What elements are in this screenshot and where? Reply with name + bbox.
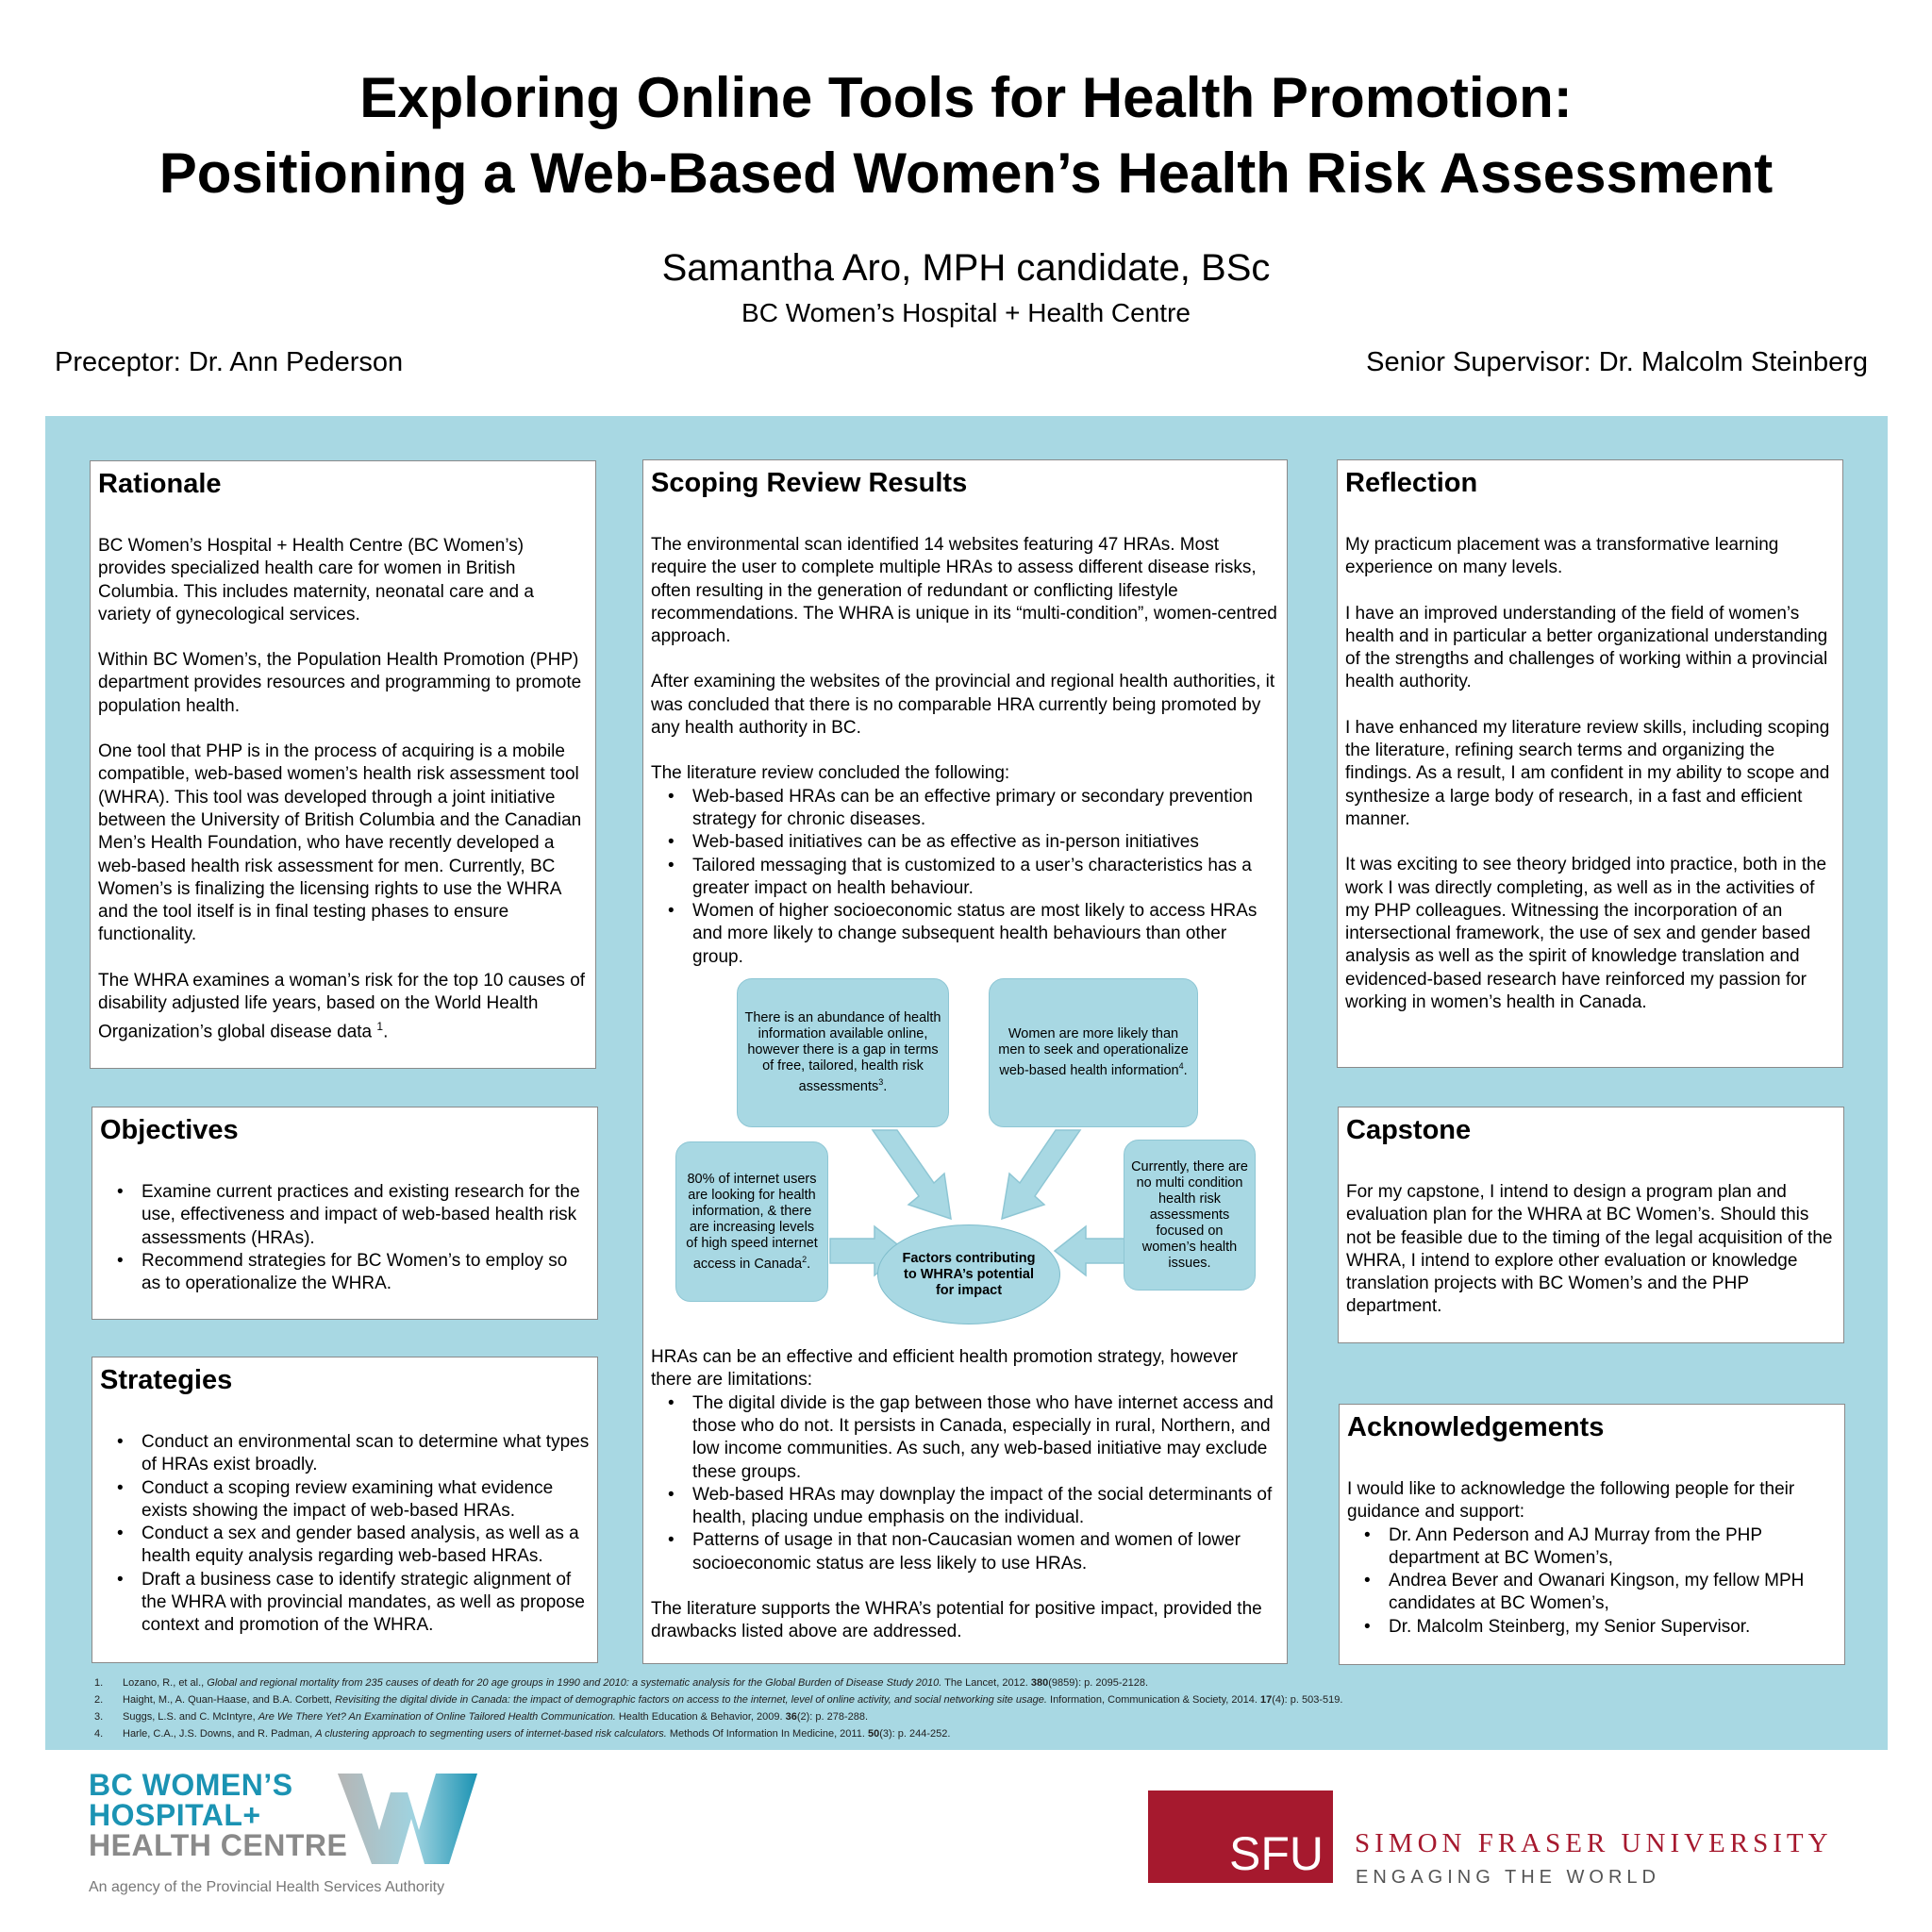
bcw-w-logo-icon [338, 1772, 477, 1866]
bcw-logo-line3: HEALTH CENTRE [89, 1828, 348, 1862]
capstone-section [1338, 1107, 1844, 1343]
reference-item: 1. Lozano, R., et al., Global and regional mortality from 235 causes of death for 20 age groups in 1990 and 2010: a systematic analysis for the Global Burden of Disease Study 2010. The Lancet, 2012. 380(9859): p. 2095-2128. [94, 1677, 1149, 1689]
acknowledgements-list [1347, 1524, 1837, 1639]
capstone-heading: Capstone [1346, 1115, 1472, 1145]
diagram-node-online-gap: There is an abundance of health information available online, however there is a gap in terms of free, tailored, health risk assessments$^3$. [737, 978, 949, 1127]
reference-marker: 1 [376, 1020, 384, 1034]
acknowledgements-section [1339, 1404, 1845, 1665]
list-item: • Conduct a sex and gender based analysis, as well as a health equity analysis regarding web-based HRAs. [142, 1523, 590, 1569]
scoping-paragraph: The literature review concluded the following: [651, 763, 1010, 784]
sfu-tagline: ENGAGING THE WORLD [1356, 1867, 1660, 1888]
reflection-paragraph: I have enhanced my literature review skills, including scoping the literature, refining search terms and organizing the findings. As a result, I am confident in my ability to scope and synthesize a large body of research, in a fast and efficient manner. [1345, 717, 1830, 829]
rationale-paragraph: Within BC Women’s, the Population Health Promotion (PHP) department provides resources and programming to promote population health. [98, 650, 582, 716]
scoping-paragraph: The environmental scan identified 14 websites featuring 47 HRAs. Most require the user to complete multiple HRAs to assess different disease risks, often resulting in the generation of redundant or conflicting lifestyle recommendations. The WHRA is unique in its “multi-condition”, women-centred approach. [651, 535, 1277, 647]
reflection-paragraph: It was exciting to see theory bridged into practice, both in the work I was directly completing, as well as in the activities of my PHP colleagues. Witnessing the incorporation of an intersectional framework, the use of sex and gender based analysis as well as the spirit of knowledge translation and evidenced-based research have reinforced my passion for working in women’s health in Canada. [1345, 855, 1827, 1013]
list-item: • Dr. Ann Pederson and AJ Murray from the PHP department at BC Women’s, [1389, 1524, 1837, 1571]
reference-item: 4. Harle, C.A., J.S. Downs, and R. Padman, A clustering approach to segmenting users of internet-based risk calculators. Methods Of Information In Medicine, 2011. 50(3): p. 244-252. [94, 1728, 951, 1740]
capstone-paragraph: For my capstone, I intend to design a program plan and evaluation plan for the WHRA at BC Women’s. Should this not be feasible due to the timing of the legal acquisition of the WHRA, I intend to explore other evaluation or knowledge translation projects with BC Women’s and the PHP department. [1346, 1182, 1833, 1317]
list-item: • Women of higher socioeconomic status are most likely to access HRAs and more likely to change subsequent health behaviours than other group. [692, 900, 1279, 969]
acknowledgements-paragraph: I would like to acknowledge the following people for their guidance and support: [1347, 1479, 1795, 1523]
rationale-section [90, 460, 596, 1069]
list-item: • Conduct an environmental scan to determine what types of HRAs exist broadly. [142, 1431, 590, 1477]
bcw-tagline: An agency of the Provincial Health Services Authority [89, 1879, 445, 1895]
scoping-paragraph: After examining the websites of the provincial and regional health authorities, it was concluded that there is no comparable HRA currently being promoted by any health authority in BC. [651, 672, 1275, 739]
rationale-paragraph-last: The WHRA examines a woman’s risk for the top 10 causes of disability adjusted life years, based on the World Health Organization’s global disease data $^1$. [98, 970, 586, 1042]
strategies-list [100, 1431, 590, 1638]
supervisor-label: Senior Supervisor: Dr. Malcolm Steinberg [1366, 347, 1868, 377]
scoping-paragraph: HRAs can be an effective and efficient health promotion strategy, however there are limitations: [651, 1347, 1239, 1391]
list-item: • Web-based HRAs can be an effective primary or secondary prevention strategy for chronic diseases. [692, 786, 1279, 832]
author-name: Samantha Aro, MPH candidate, BSc [661, 247, 1271, 289]
poster-title-line2: Positioning a Web-Based Women’s Health Risk Assessment [158, 142, 1774, 205]
list-item: • Conduct a scoping review examining what evidence exists showing the impact of web-based HRAs. [142, 1477, 590, 1524]
rationale-paragraph: BC Women’s Hospital + Health Centre (BC Women’s) provides specialized health care for women in British Columbia. This includes maternity, neonatal care and a variety of gynecological services. [98, 536, 534, 625]
list-item: • Draft a business case to identify strategic alignment of the WHRA with provincial mandates, as well as propose context and promotion of the WHRA. [142, 1569, 590, 1638]
arrow-icon [1055, 1226, 1125, 1275]
reference-item: 3. Suggs, L.S. and C. McIntyre, Are We There Yet? An Examination of Online Tailored Health Communication. Health Education & Behavior, 2009. 36(2): p. 278-288. [94, 1711, 869, 1723]
objectives-heading: Objectives [100, 1115, 239, 1145]
list-item: • Dr. Malcolm Steinberg, my Senior Supervisor. [1389, 1616, 1837, 1639]
scoping-conclusion: The literature supports the WHRA’s potential for positive impact, provided the drawbacks listed above are addressed. [651, 1599, 1262, 1642]
list-item: • The digital divide is the gap between those who have internet access and those who do not. It persists in Canada, especially in rural, Northern, and low income communities. As such, any web-based initiative may exclude these groups. [692, 1392, 1279, 1484]
author-affiliation: BC Women’s Hospital + Health Centre [741, 298, 1191, 327]
reflection-paragraph: My practicum placement was a transformative learning experience on many levels. [1345, 535, 1779, 578]
strategies-heading: Strategies [100, 1365, 233, 1395]
preceptor-label: Preceptor: Dr. Ann Pederson [55, 347, 404, 377]
reference-item: 2. Haight, M., A. Quan-Haase, and B.A. Corbett, Revisiting the digital divide in Canada: the impact of demographic factors on access to the internet, level of online activity, and social networking site usage. Information, Communication & Society, 2014. 17(4): p. 503-519. [94, 1694, 1343, 1706]
sfu-logo-block [1148, 1790, 1333, 1883]
references-list [94, 1674, 1342, 1742]
list-item: • Andrea Bever and Owanari Kingson, my fellow MPH candidates at BC Women’s, [1389, 1570, 1837, 1616]
strategies-section [92, 1357, 598, 1663]
rationale-paragraph: One tool that PHP is in the process of acquiring is a mobile compatible, web-based women’s health risk assessment tool (WHRA). This tool was developed through a joint initiative between the University of British Columbia and the Canadian Men’s Health Foundation, who have recently developed a web-based health risk assessment for men. Currently, BC Women’s is finalizing the licensing rights to use the WHRA and the tool itself is in final testing phases to ensure functionality. [98, 741, 582, 945]
bcw-logo-line2: HOSPITAL+ [89, 1798, 261, 1832]
list-item: • Tailored messaging that is customized to a user’s characteristics has a greater impact on health behaviour. [692, 855, 1279, 901]
list-item: • Examine current practices and existing research for the use, effectiveness and impact of web-based health risk assessments (HRAs). [142, 1181, 590, 1250]
list-item: • Web-based HRAs may downplay the impact of the social determinants of health, placing undue emphasis on the individual. [692, 1484, 1279, 1530]
list-item: • Recommend strategies for BC Women’s to employ so as to operationalize the WHRA. [142, 1250, 590, 1296]
diagram-node-no-multi-condition: Currently, there are no multi condition health risk assessments focused on women’s health issues. [1124, 1140, 1256, 1291]
reflection-heading: Reflection [1345, 468, 1478, 498]
sfu-name: SIMON FRASER UNIVERSITY [1355, 1828, 1833, 1858]
reflection-paragraph: I have an improved understanding of the field of women’s health and in particular a better organizational understanding of the strengths and challenges of working within a provincial health authority. [1345, 603, 1828, 692]
objectives-section [92, 1107, 598, 1320]
objectives-list [100, 1181, 590, 1295]
list-item: • Patterns of usage in that non-Caucasian women and women of lower socioeconomic status are less likely to use HRAs. [692, 1529, 1279, 1575]
sfu-logo-text: SFU [1229, 1827, 1324, 1880]
diagram-node-internet-users: 80% of internet users are looking for health information, & there are increasing levels of high speed internet access in Canada$^2$. [675, 1141, 828, 1302]
poster-title-line1: Exploring Online Tools for Health Promotion: [359, 66, 1573, 129]
limitations-list [651, 1392, 1279, 1575]
list-item: • Web-based initiatives can be as effective as in-person initiatives [692, 831, 1279, 854]
diagram-node-women-seek: Women are more likely than men to seek and operationalize web-based health information$^4$. [989, 978, 1198, 1127]
reflection-section [1337, 459, 1843, 1068]
arrow-icon [1002, 1130, 1080, 1219]
bcw-logo-line1: BC WOMEN’S [89, 1768, 293, 1802]
rationale-heading: Rationale [98, 469, 222, 499]
diagram-center-node: Factors contributing to WHRA’s potential for impact [877, 1224, 1060, 1324]
literature-findings-list [651, 786, 1279, 969]
arrow-icon [873, 1130, 951, 1219]
acknowledgements-heading: Acknowledgements [1347, 1412, 1605, 1442]
scoping-heading: Scoping Review Results [651, 468, 968, 498]
